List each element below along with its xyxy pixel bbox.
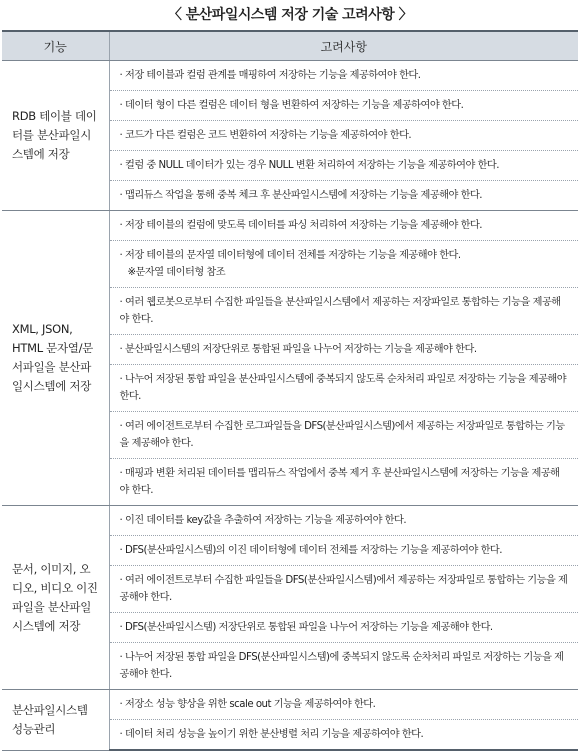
requirement-item: · 나누어 저장된 통합 파일을 DFS(분산파일시스템)에 중복되지 않도록 순차처리 파일로 저장하는 기능을 제공해야 한다. <box>109 643 578 690</box>
table-header-row <box>2 31 578 61</box>
table-row <box>2 506 578 536</box>
category-xml-json-html: XML, JSON, HTML 문자열/문서파일을 분산파일시스템에 저장 <box>2 211 109 506</box>
requirement-item: · 코드가 다른 컬럼은 코드 변환하여 저장하는 기능을 제공하여야 한다. <box>109 121 578 151</box>
header-function: 기능 <box>2 31 109 61</box>
requirement-item: · 저장 테이블과 컬럼 관계를 매핑하여 저장하는 기능을 제공하여야 한다. <box>109 61 578 91</box>
requirements-table <box>2 30 578 751</box>
requirement-item: · DFS(분산파일시스템) 저장단위로 통합된 파일을 나누어 저장하는 기능을 제공해야 한다. <box>109 613 578 643</box>
requirement-item: · 여러 웹로봇으로부터 수집한 파일들을 분산파일시스템에서 제공하는 저장파일로 통합하는 기능을 제공해야 한다. <box>109 288 578 335</box>
requirement-item: · 데이터 형이 다른 컬럼은 데이터 형을 변환하여 저장하는 기능을 제공하여야 한다. <box>109 91 578 121</box>
requirement-item: · 이진 데이터를 key값을 추출하여 저장하는 기능을 제공하여야 한다. <box>109 506 578 536</box>
requirement-item: · 나누어 저장된 통합 파일을 분산파일시스템에 중복되지 않도록 순차처리 파일로 저장하는 기능을 제공해야 한다. <box>109 365 578 412</box>
requirement-item: · 분산파일시스템의 저장단위로 통합된 파일을 나누어 저장하는 기능을 제공해야 한다. <box>109 335 578 365</box>
requirement-item: · 여러 에이전트로부터 수집한 파일들을 DFS(분산파일시스템)에서 제공하는 저장파일로 통합하는 기능을 제공해야 한다. <box>109 566 578 613</box>
table-row <box>2 61 578 91</box>
requirement-item: · 컬럼 중 NULL 데이터가 있는 경우 NULL 변환 처리하여 저장하는 기능을 제공하여야 한다. <box>109 151 578 181</box>
requirement-item: · 데이터 처리 성능을 높이기 위한 분산병렬 처리 기능을 제공하여야 한다. <box>109 720 578 751</box>
category-rdb: RDB 테이블 데이터를 분산파일시스템에 저장 <box>2 61 109 211</box>
table-row <box>2 690 578 720</box>
requirement-item: · 여러 에이전트로부터 수집한 로그파일들을 DFS(분산파일시스템)에서 제공하는 저장파일로 통합하는 기능을 제공해야 한다. <box>109 412 578 459</box>
requirement-text: · 저장 테이블의 문자열 데이터형에 데이터 전체를 저장하는 기능을 제공해야 한다. <box>119 250 461 261</box>
requirement-item: · 저장 테이블의 컬럼에 맞도록 데이터를 파싱 처리하여 저장하는 기능을 제공해야 한다. <box>109 211 578 241</box>
table-row <box>2 211 578 241</box>
requirement-item-with-note <box>109 241 578 288</box>
header-considerations: 고려사항 <box>109 31 578 61</box>
category-binary-files: 문서, 이미지, 오디오, 비디오 이진파일을 분산파일시스템에 저장 <box>2 506 109 690</box>
requirement-item: · 매핑과 변환 처리된 데이터를 맵리듀스 작업에서 중복 제거 후 분산파일시스템에 저장하는 기능을 제공해야 한다. <box>109 459 578 506</box>
document-title: 〈 분산파일시스템 저장 기술 고려사항 〉 <box>167 7 413 23</box>
requirement-note: ※문자열 데이터형 참조 <box>127 267 226 278</box>
requirement-item: · 맵리듀스 작업을 통해 중복 체크 후 분산파일시스템에 저장하는 기능을 제공해야 한다. <box>109 181 578 211</box>
requirement-item: · 저장소 성능 향상을 위한 scale out 기능을 제공하여야 한다. <box>109 690 578 720</box>
category-performance: 분산파일시스템 성능관리 <box>2 690 109 751</box>
requirement-item: · DFS(분산파일시스템)의 이진 데이터형에 데이터 전체를 저장하는 기능을 제공하여야 한다. <box>109 536 578 566</box>
